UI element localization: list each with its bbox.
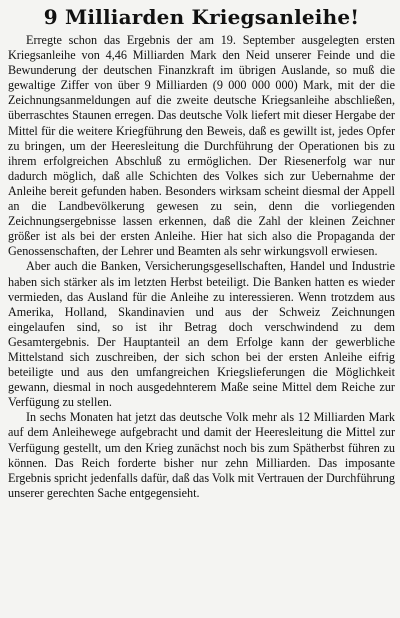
- paragraph-1: Erregte schon das Ergebnis der am 19. September ausgelegten ersten Kriegsanleihe von 4,46 Milliarden Mark den Neid unserer Feinde und die Bewunderung der deutschen Finanzkraft im übrigen Auslande, so muß die gewaltige Ziffer von über 9 Milliarden (9 000 000 000) Mark, mit der die Zeichnungsanmeldungen auf die zweite deutsche Kriegsanleihe abschließen, überraschtes Staunen erregen. Das deutsche Volk liefert mit dieser Hergabe der Mittel für die weitere Kriegführung den Beweis, daß es gewillt ist, jedes Opfer zu bringen, um der Heeresleitung die Durchführung der Operationen bis zu ihrem erfolgreichen Abschluß zu ermöglichen. Der Riesenerfolg war nur dadurch möglich, daß alle Schichten des Volkes sich zur Uebernahme der Anleihe bereit gefunden haben. Besonders wirksam scheint diesmal der Appell an die Landbevölkerung gewesen zu sein, denn die vorliegenden Zeichnungsergebnisse lassen erkennen, daß die Zahl der kleinen Zeichner größer ist als bei der ersten Anleihe. Hier hat sich also die Propaganda der Genossenschaften, der Lehrer und Beamten als sehr wirkungsvoll erwiesen.: [8, 33, 395, 259]
- headline: 9 Milliarden Kriegsanleihe!: [43, 5, 360, 29]
- paragraph-2: Aber auch die Banken, Versicherungsgesellschaften, Handel und Industrie haben sich stärker als im letzten Herbst beteiligt. Die Banken hatten es wieder vermieden, das Ausland für die Anleihe zu interessieren. Wenn trotzdem aus Amerika, Holland, Skandinavien und aus der Schweiz Zeichnungen eingelaufen sind, so ist ihr Betrag doch verschwindend zu dem Gesamtergebnis. Der Hauptanteil an dem Erfolge kann der gewerbliche Mittelstand sich zuschreiben, der sich schon bei der ersten Anleihe eifrig beteiligte und aus den umfangreichen Kriegslieferungen die Möglichkeit gewann, diesmal in noch ausgedehnterem Maße seine Mittel dem Reiche zur Verfügung zu stellen.: [8, 259, 395, 410]
- paragraph-3: In sechs Monaten hat jetzt das deutsche Volk mehr als 12 Milliarden Mark auf dem Anleihewege aufgebracht und damit der Heeresleitung die Mittel zur Verfügung gestellt, um den Krieg zunächst noch bis zum Spätherbst führen zu können. Das Reich forderte bisher nur zehn Milliarden. Das imposante Ergebnis spricht jedenfalls dafür, daß das Volk mit Vertrauen der Durchführung unserer gerechten Sache entgegensieht.: [8, 410, 395, 500]
- article-body: [8, 33, 395, 501]
